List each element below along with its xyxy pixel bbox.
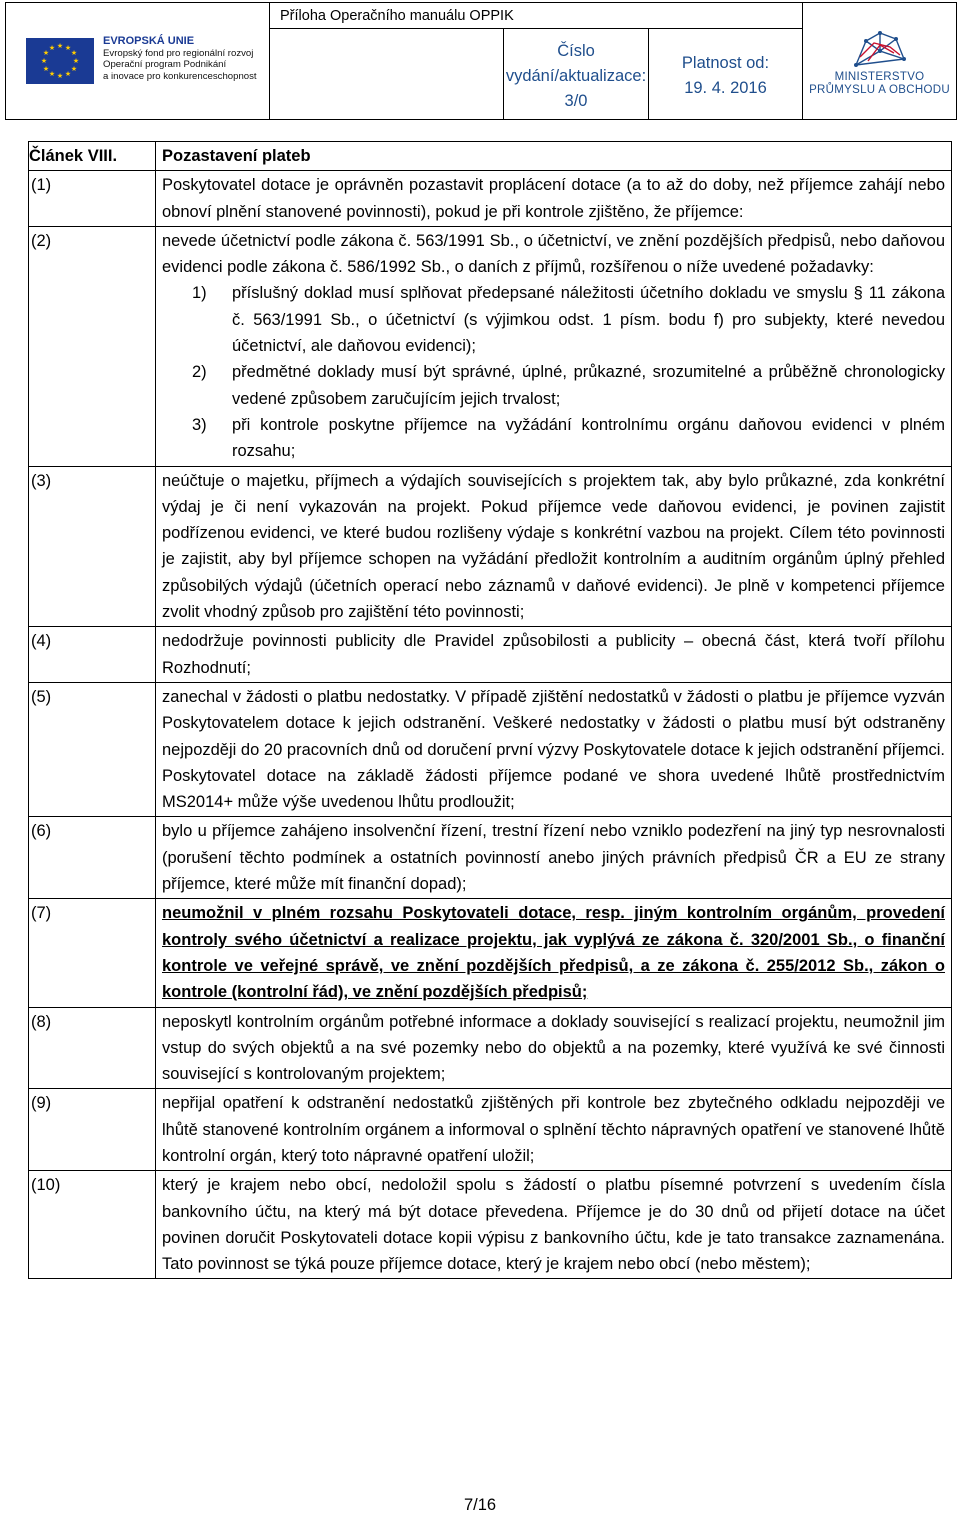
svg-text:★: ★ <box>40 57 48 65</box>
clause-number: (9) <box>29 1089 156 1171</box>
eu-logo-text <box>103 36 257 82</box>
clause-row <box>29 817 952 899</box>
mpo-emblem-icon <box>850 29 910 71</box>
requirement-text: při kontrole poskytne příjemce na vyžádání kontrolnímu orgánu daňovou evidenci v plném rozsahu; <box>232 415 945 461</box>
validity-cell <box>648 28 803 120</box>
clause-text: který je krajem nebo obcí, nedoložil spolu s žádostí o platbu písemné potvrzení s uvedením čísla bankovního účtu, na který má být dotace převedena. Příjemce je do 30 dnů od přijetí dotace na účet povinen doručit Poskytovateli dotace kopii výpisu z bankovního účtu, kde je tato transakce zaznamenána. Tato povinnost se týká pouze příjemce dotace, který je krajem nebo obcí (nebo městem); <box>156 1171 952 1279</box>
clause-number: (3) <box>29 466 156 627</box>
clause-number: (5) <box>29 682 156 816</box>
requirement-item <box>192 280 945 359</box>
article-number: Článek VIII. <box>29 142 156 171</box>
issue-label-line-2: vydání/aktualizace: <box>505 67 647 85</box>
clause-row <box>29 627 952 683</box>
mpo-line-1: MINISTERSTVO <box>834 71 925 83</box>
clause-number: (8) <box>29 1007 156 1089</box>
clause-text: nepřijal opatření k odstranění nedostatků zjištěných při kontrole bez zbytečného odkladu nejpozději ve lhůtě stanovené kontrolním orgánem a informoval o splnění těchto nápravných opatření ve stanovené lhůtě kontrolní orgán, který toto nápravné opatření uložil; <box>156 1089 952 1171</box>
eu-line-3: Operační program Podnikání <box>103 59 227 70</box>
clause-number: (2) <box>29 226 156 466</box>
svg-text:★: ★ <box>70 49 78 57</box>
article-title: Pozastavení plateb <box>156 142 952 171</box>
mpo-logo-text <box>803 71 956 97</box>
clause-text: neúčtuje o majetku, příjmech a výdajích souvisejících s projektem tak, aby bylo průkazné, zda konkrétní výdaj je či není vykazován na projekt. Pokud příjemce vede daňovou evidenci, je povinen zajistit podřízenou evidenci, ve které budou rozlišeny výdaje s konkrétní vazbou na projekt. Cílem této povinnosti je zajistit, aby byl příjemce schopen na vyžádání předložit kontrolním a auditním orgánům úplný přehled způsobilých výdajů (účetních operací nebo záznamů v daňové evidenci). Je plně v kompetenci příjemce zvolit vhodný způsob pro zajištění této povinnosti; <box>156 466 952 627</box>
requirement-text: příslušný doklad musí splňovat předepsané náležitosti účetního dokladu ve smyslu § 11 zákona č. 563/1991 Sb., o účetnictví (s výjimkou odst. 1 písm. bodu f) pro subjekty, které nevedou účetnictví, ale daňovou evidenci); <box>232 284 945 356</box>
validity-label-line-1: Platnost od: <box>681 54 770 72</box>
header-blank-cell <box>269 28 504 120</box>
clause-number: (4) <box>29 627 156 683</box>
clause-text: nevede účetnictví podle zákona č. 563/1991 Sb., o účetnictví, ve znění pozdějších předpisů, nebo daňovou evidenci podle zákona č. 586/1992 Sb., o daních z příjmů, rozšířenou o níže uvedené požadavky: <box>162 231 945 277</box>
clause-cell <box>156 899 952 1007</box>
clause-number: (1) <box>29 171 156 227</box>
issue-cell <box>503 28 649 120</box>
page-number: 7/16 <box>463 1496 497 1514</box>
svg-text:★: ★ <box>56 42 64 50</box>
clause-text: Poskytovatel dotace je oprávněn pozastavit proplácení dotace (a to až do doby, než příjemce zahájí nebo obnoví plnění stanovené povinnosti), pokud je při kontrole zjištěno, že příjemce: <box>156 171 952 227</box>
manual-title: Příloha Operačního manuálu OPPIK <box>280 8 514 24</box>
svg-text:★: ★ <box>64 44 72 52</box>
eu-flag-icon <box>26 38 94 84</box>
clause-number: (10) <box>29 1171 156 1279</box>
requirement-number: 1) <box>192 284 207 303</box>
requirement-item <box>192 359 945 412</box>
mpo-logo-cell <box>802 2 957 120</box>
eu-line-1: EVROPSKÁ UNIE <box>103 35 195 47</box>
svg-text:★: ★ <box>72 57 80 65</box>
clause-number: (7) <box>29 899 156 1007</box>
clause-row <box>29 1007 952 1089</box>
svg-text:★: ★ <box>56 72 64 80</box>
clause-text: neposkytl kontrolním orgánům potřebné informace a doklady související s realizací projektu, neumožnil jim vstup do svých objektů a na své pozemky nebo do objektů a na pozemky, které využívá ke své činnosti související s kontrolovaným projektem; <box>156 1007 952 1089</box>
requirement-number: 3) <box>192 415 207 434</box>
svg-text:★: ★ <box>64 70 72 78</box>
mpo-line-2: PRŮMYSLU A OBCHODU <box>809 84 950 96</box>
requirement-number: 2) <box>192 363 207 382</box>
clause-row <box>29 899 952 1007</box>
issue-label-line-1: Číslo <box>557 42 595 60</box>
validity-label <box>649 51 802 101</box>
svg-text:★: ★ <box>42 65 50 73</box>
clause-row <box>29 682 952 816</box>
eu-line-2: Evropský fond pro regionální rozvoj <box>103 47 254 59</box>
article-table <box>28 141 952 1279</box>
document-header <box>5 2 957 120</box>
svg-text:★: ★ <box>48 70 56 78</box>
manual-title-cell <box>269 2 803 29</box>
issue-label <box>504 39 648 114</box>
requirement-text: předmětné doklady musí být správné, úplné, průkazné, srozumitelné a průběžně chronologicky vedené způsobem zaručujícím jejich trvalost; <box>232 363 945 408</box>
requirement-item <box>192 412 945 465</box>
issue-number: 3/0 <box>564 92 588 110</box>
clause-text: bylo u příjemce zahájeno insolvenční řízení, trestní řízení nebo vzniklo podezření na jiný typ nesrovnalosti (porušení těchto podmínek a ostatních povinností anebo jiných právních předpisů ČR a EU ze strany příjemce, které může mít finanční dopad); <box>156 817 952 899</box>
clause-row <box>29 171 952 227</box>
validity-date: 19. 4. 2016 <box>684 79 767 97</box>
clause-row <box>29 466 952 627</box>
clause-row <box>29 1089 952 1171</box>
svg-text:★: ★ <box>48 44 56 52</box>
eu-line-4: a inovace pro konkurenceschopnost <box>103 70 257 82</box>
clause-text: zanechal v žádosti o platbu nedostatky. V případě zjištění nedostatků v žádosti o platbu je příjemce vyzván Poskytovatelem dotace k jejich odstranění. Veškeré nedostatky v žádosti o platbu musí být odstraněny nejpozději do 20 pracovních dnů od doručení první výzvy Poskytovatele dotace k jejich odstranění příjemci. Poskytovatel dotace na základě žádosti příjemce podané ve shora uvedené lhůtě prostřednictvím MS2014+ může výše uvedenou lhůtu prodloužit; <box>156 682 952 816</box>
clause-number: (6) <box>29 817 156 899</box>
svg-text:★: ★ <box>70 65 78 73</box>
eu-logo-cell <box>5 2 270 120</box>
clause-text-emphasized: neumožnil v plném rozsahu Poskytovateli dotace, resp. jiným kontrolním orgánům, provedení kontroly svého účetnictví a realizace projektu, jak vyplývá ze zákona č. 320/2001 Sb., o finanční kontrole ve veřejné správě, ve znění pozdějších předpisů, a ze zákona č. 255/2012 Sb., zákon o kontrole (kontrolní řád), ve znění pozdějších předpisů; <box>162 904 945 1002</box>
clause-row <box>29 1171 952 1279</box>
clause-row <box>29 226 952 466</box>
article-heading-row <box>29 142 952 171</box>
clause-cell <box>156 226 952 466</box>
svg-text:★: ★ <box>42 49 50 57</box>
requirement-list <box>162 280 945 464</box>
clause-text: nedodržuje povinnosti publicity dle Pravidel způsobilosti a publicity – obecná část, která tvoří přílohu Rozhodnutí; <box>156 627 952 683</box>
